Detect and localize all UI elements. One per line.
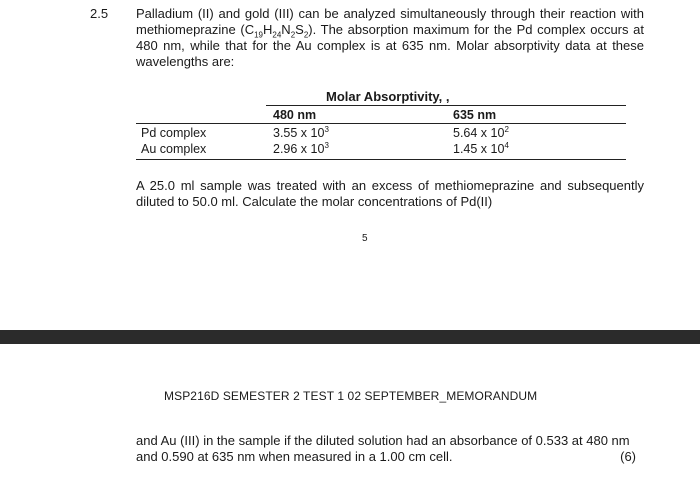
- molar-absorptivity-table: [136, 87, 626, 162]
- table-rule-header: [136, 123, 626, 124]
- question-number: 2.5: [90, 6, 109, 21]
- column-header-480: 480 nm: [273, 108, 317, 122]
- page-number: 5: [362, 233, 368, 244]
- au-635-value: 1.45 x $10^4$: [453, 140, 509, 156]
- table-caption: Molar Absorptivity, ,: [326, 89, 450, 104]
- pd-480-value: 3.55 x $10^3$: [273, 124, 329, 140]
- table-rule-top: [266, 105, 626, 106]
- question-intro: Palladium (II) and gold (III) can be analyzed simultaneously through their reaction with methiomeprazine $(C_{19}H_{24}N_2S_2)$. The absorption maximum for the Pd complex occurs at 480 nm, while that for the Au complex is at 635 nm. Molar absorptivity data at these wavelengths are:: [136, 6, 644, 69]
- table-rule-bottom: [136, 159, 626, 160]
- pd-635-value: 5.64 x $10^2$: [453, 124, 509, 140]
- question-part-a: A 25.0 ml sample was treated with an excess of methiomeprazine and subsequently diluted to 50.0 ml. Calculate the molar concentrations of Pd(II): [136, 178, 644, 209]
- page-separator: [0, 330, 700, 344]
- column-header-635: 635 nm: [453, 108, 497, 122]
- question-part-b: and Au (III) in the sample if the diluted solution had an absorbance of 0.533 at 480 nm and 0.590 at 635 nm when measured in a 1.00 cm cell. (6): [136, 433, 636, 464]
- memo-header: MSP216D SEMESTER 2 TEST 1 02 SEPTEMBER_MEMORANDUM: [164, 389, 538, 403]
- row-label-au: Au complex: [141, 142, 207, 156]
- exam-page-bottom: [0, 344, 700, 486]
- marks-label: (6): [620, 449, 636, 464]
- row-label-pd: Pd complex: [141, 126, 207, 140]
- au-480-value: 2.96 x $10^3$: [273, 140, 329, 156]
